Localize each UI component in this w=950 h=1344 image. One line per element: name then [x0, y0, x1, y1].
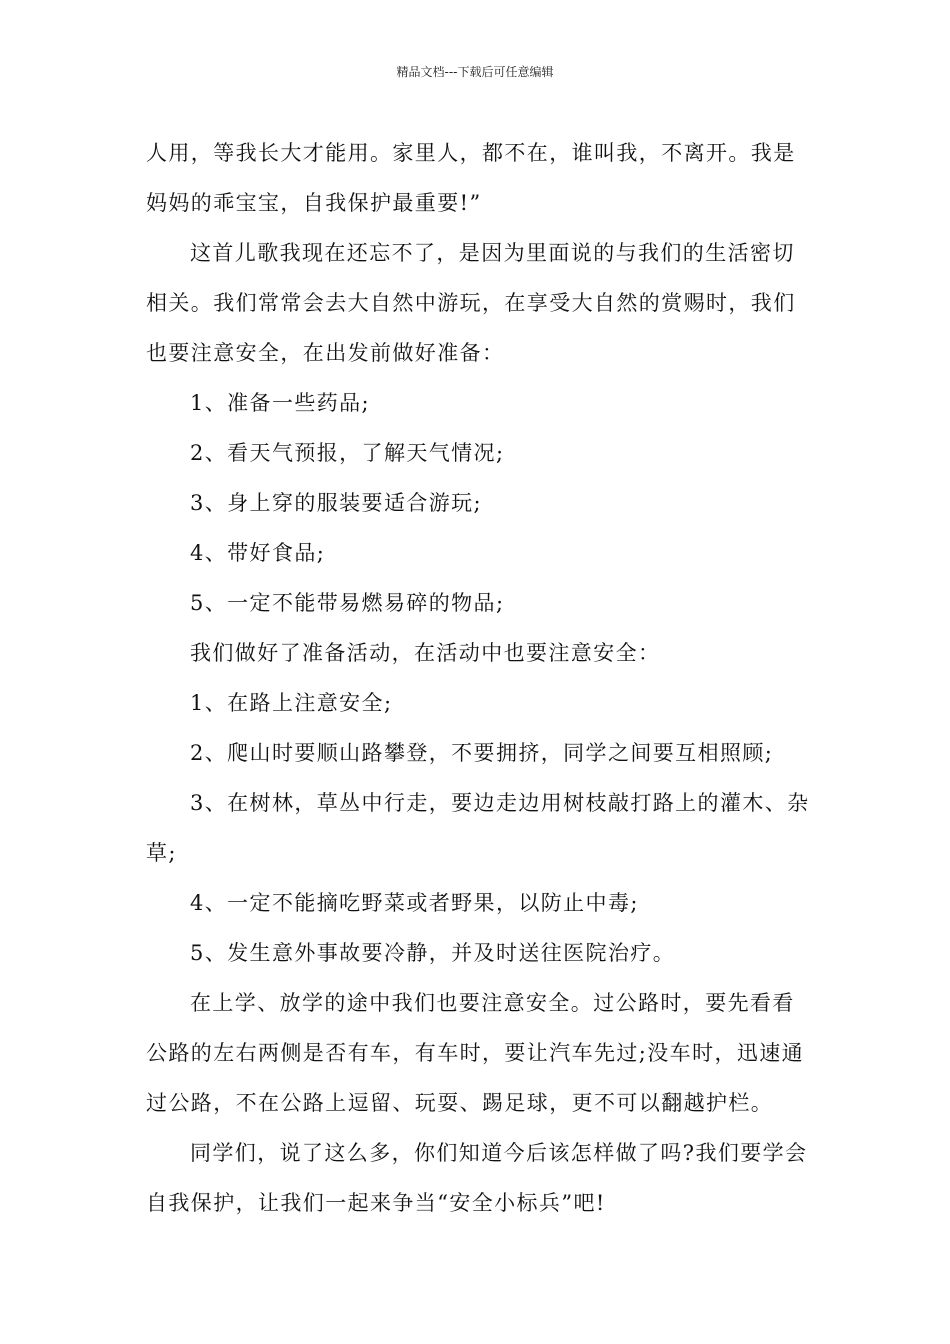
paragraph-continuation: 人用，等我长大才能用。家里人，都不在，谁叫我，不离开。我是妈妈的乖宝宝，自我保护最重要!”	[146, 141, 796, 215]
list-item: 1、在路上注意安全;	[190, 691, 393, 715]
list-item: 3、身上穿的服装要适合游玩;	[190, 491, 483, 515]
paragraph: 这首儿歌我现在还忘不了，是因为里面说的与我们的生活密切相关。我们常常会去大自然中游玩，在享受大自然的赏赐时，我们也要注意安全，在出发前做好准备：	[146, 241, 796, 365]
list-item: 1、准备一些药品;	[190, 391, 371, 415]
paragraph: 我们做好了准备活动，在活动中也要注意安全：	[190, 641, 661, 665]
list-item: 4、一定不能摘吃野菜或者野果，以防止中毒;	[190, 891, 639, 915]
list-item: 3、在树林，草丛中行走，要边走边用树枝敲打路上的灌木、杂草;	[146, 791, 810, 865]
list-item: 2、爬山时要顺山路攀登，不要拥挤，同学之间要互相照顾;	[190, 741, 774, 765]
list-item: 2、看天气预报，了解天气情况;	[190, 441, 505, 465]
list-item: 5、一定不能带易燃易碎的物品;	[190, 591, 505, 615]
document-body	[146, 128, 810, 1228]
list-item: 5、发生意外事故要冷静，并及时送往医院治疗。	[190, 941, 676, 965]
paragraph: 同学们，说了这么多，你们知道今后该怎样做了吗?我们要学会自我保护，让我们一起来争当“安全小标兵”吧!	[146, 1141, 808, 1215]
list-item: 4、带好食品;	[190, 541, 326, 565]
paragraph: 在上学、放学的途中我们也要注意安全。过公路时，要先看看公路的左右两侧是否有车，有车时，要让汽车先过;没车时，迅速通过公路，不在公路上逗留、玩耍、踢足球，更不可以翻越护栏。	[146, 991, 805, 1115]
page-header: 精品文档---下载后可任意编辑	[396, 65, 554, 79]
